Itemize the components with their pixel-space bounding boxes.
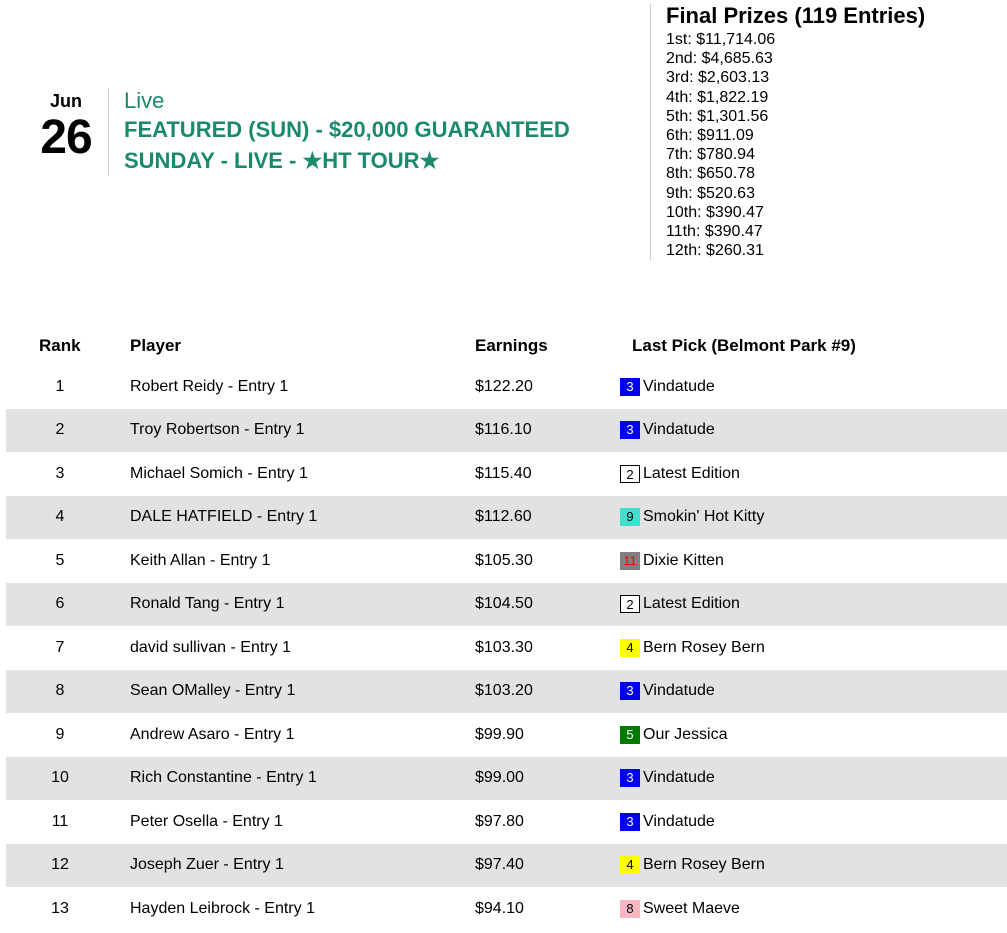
horse-name: Our Jessica xyxy=(643,725,728,743)
earnings-cell: $115.40 xyxy=(475,464,532,482)
prizes-title: Final Prizes (119 Entries) xyxy=(666,3,926,28)
event-day: 26 xyxy=(40,111,92,164)
prize-item: 2nd: $4,685.63 xyxy=(666,50,773,68)
prize-item: 3rd: $2,603.13 xyxy=(666,69,770,87)
prize-item: 12th: $260.31 xyxy=(666,242,764,260)
saddle-cloth-badge: 3 xyxy=(620,378,640,396)
earnings-cell: $97.40 xyxy=(475,856,524,874)
horse-name: Smokin' Hot Kitty xyxy=(643,508,765,526)
rank-cell: 6 xyxy=(55,595,65,613)
rank-cell: 5 xyxy=(55,551,65,569)
saddle-cloth-badge: 2 xyxy=(620,595,640,613)
final-prizes xyxy=(666,4,925,260)
last-pick-cell xyxy=(620,465,740,483)
earnings-cell: $104.50 xyxy=(475,595,533,613)
rank-cell: 9 xyxy=(55,725,65,743)
horse-name: Vindatude xyxy=(643,682,715,700)
saddle-cloth-badge: 3 xyxy=(620,421,640,439)
last-pick-cell xyxy=(620,769,715,787)
last-pick-cell xyxy=(620,552,724,570)
prize-item: 7th: $780.94 xyxy=(666,146,755,164)
prize-item: 5th: $1,301.56 xyxy=(666,107,769,125)
rank-cell: 12 xyxy=(51,856,69,874)
prizes-divider xyxy=(650,4,651,260)
player-name: Michael Somich - Entry 1 xyxy=(130,464,308,482)
event-date xyxy=(30,90,102,164)
table-row xyxy=(6,713,1007,757)
player-name: DALE HATFIELD - Entry 1 xyxy=(130,508,318,526)
player-name: Hayden Leibrock - Entry 1 xyxy=(130,899,315,917)
saddle-cloth-badge: 3 xyxy=(620,682,640,700)
prize-item: 10th: $390.47 xyxy=(666,203,764,221)
earnings-cell: $116.10 xyxy=(475,421,532,439)
last-pick-cell xyxy=(620,813,715,831)
earnings-cell: $103.30 xyxy=(475,638,533,656)
event-title-line1: FEATURED (SUN) - $20,000 GUARANTEED xyxy=(124,117,570,142)
last-pick-cell xyxy=(620,856,765,874)
earnings-cell: $112.60 xyxy=(475,508,532,526)
prize-item: 4th: $1,822.19 xyxy=(666,88,769,106)
table-row xyxy=(6,496,1007,540)
player-name: Robert Reidy - Entry 1 xyxy=(130,377,289,395)
horse-name: Vindatude xyxy=(643,421,715,439)
last-pick-cell xyxy=(620,726,727,744)
horse-name: Latest Edition xyxy=(643,464,740,482)
earnings-cell: $122.20 xyxy=(475,377,533,395)
table-row xyxy=(6,626,1007,670)
rank-cell: 7 xyxy=(55,638,65,656)
header-earnings: Earnings xyxy=(475,336,548,355)
last-pick-cell xyxy=(620,421,715,439)
horse-name: Bern Rosey Bern xyxy=(643,856,765,874)
last-pick-cell xyxy=(620,508,764,526)
horse-name: Vindatude xyxy=(643,812,715,830)
saddle-cloth-badge: 2 xyxy=(620,465,640,483)
header-last-pick: Last Pick (Belmont Park #9) xyxy=(632,336,856,355)
earnings-cell: $94.10 xyxy=(475,899,524,917)
table-row xyxy=(6,844,1007,888)
rank-cell: 2 xyxy=(55,421,65,439)
leaderboard-table xyxy=(6,327,1007,931)
horse-name: Sweet Maeve xyxy=(643,899,740,917)
table-row xyxy=(6,670,1007,714)
player-name: Andrew Asaro - Entry 1 xyxy=(130,725,295,743)
player-name: david sullivan - Entry 1 xyxy=(130,638,291,656)
player-name: Joseph Zuer - Entry 1 xyxy=(130,856,284,874)
saddle-cloth-badge: 4 xyxy=(620,639,640,657)
player-name: Peter Osella - Entry 1 xyxy=(130,812,283,830)
prize-item: 6th: $911.09 xyxy=(666,127,754,145)
earnings-cell: $97.80 xyxy=(475,812,524,830)
rank-cell: 11 xyxy=(51,812,69,830)
table-row xyxy=(6,800,1007,844)
table-row xyxy=(6,409,1007,453)
player-name: Sean OMalley - Entry 1 xyxy=(130,682,296,700)
event-month: Jun xyxy=(49,91,82,111)
earnings-cell: $99.00 xyxy=(475,769,524,787)
table-row xyxy=(6,365,1007,409)
player-name: Troy Robertson - Entry 1 xyxy=(130,421,305,439)
last-pick-cell xyxy=(620,378,715,396)
event-info xyxy=(124,88,570,176)
saddle-cloth-badge: 9 xyxy=(620,508,640,526)
date-divider xyxy=(108,88,109,176)
player-name: Ronald Tang - Entry 1 xyxy=(130,595,285,613)
rank-cell: 1 xyxy=(55,377,65,395)
earnings-cell: $105.30 xyxy=(475,551,533,569)
last-pick-cell xyxy=(620,900,740,918)
last-pick-cell xyxy=(620,682,715,700)
horse-name: Vindatude xyxy=(643,377,715,395)
earnings-cell: $103.20 xyxy=(475,682,533,700)
last-pick-cell xyxy=(620,639,765,657)
horse-name: Vindatude xyxy=(643,769,715,787)
horse-name: Bern Rosey Bern xyxy=(643,638,765,656)
saddle-cloth-badge: 4 xyxy=(620,856,640,874)
saddle-cloth-badge: 11 xyxy=(620,552,640,570)
table-row xyxy=(6,887,1007,931)
prize-item: 1st: $11,714.06 xyxy=(666,31,776,48)
prize-item: 9th: $520.63 xyxy=(666,184,755,202)
table-row xyxy=(6,583,1007,627)
header-rank: Rank xyxy=(39,336,81,355)
event-status: Live xyxy=(124,88,165,113)
table-row xyxy=(6,539,1007,583)
player-name: Rich Constantine - Entry 1 xyxy=(130,769,317,787)
earnings-cell: $99.90 xyxy=(475,725,524,743)
last-pick-cell xyxy=(620,595,740,613)
table-header xyxy=(6,327,1007,365)
header-player: Player xyxy=(130,336,182,355)
table-row xyxy=(6,757,1007,801)
event-title-line2: SUNDAY - LIVE - ★HT TOUR★ xyxy=(124,148,440,173)
prize-item: 8th: $650.78 xyxy=(666,165,755,183)
rank-cell: 13 xyxy=(51,899,69,917)
horse-name: Dixie Kitten xyxy=(643,551,724,569)
saddle-cloth-badge: 3 xyxy=(620,769,640,787)
saddle-cloth-badge: 8 xyxy=(620,900,640,918)
table-body xyxy=(6,365,1007,931)
prize-list xyxy=(666,30,925,260)
horse-name: Latest Edition xyxy=(643,595,740,613)
rank-cell: 4 xyxy=(55,508,65,526)
rank-cell: 10 xyxy=(51,769,69,787)
rank-cell: 8 xyxy=(55,682,65,700)
table-row xyxy=(6,452,1007,496)
rank-cell: 3 xyxy=(55,464,65,482)
saddle-cloth-badge: 5 xyxy=(620,726,640,744)
player-name: Keith Allan - Entry 1 xyxy=(130,551,271,569)
prize-item: 11th: $390.47 xyxy=(666,223,763,241)
saddle-cloth-badge: 3 xyxy=(620,813,640,831)
